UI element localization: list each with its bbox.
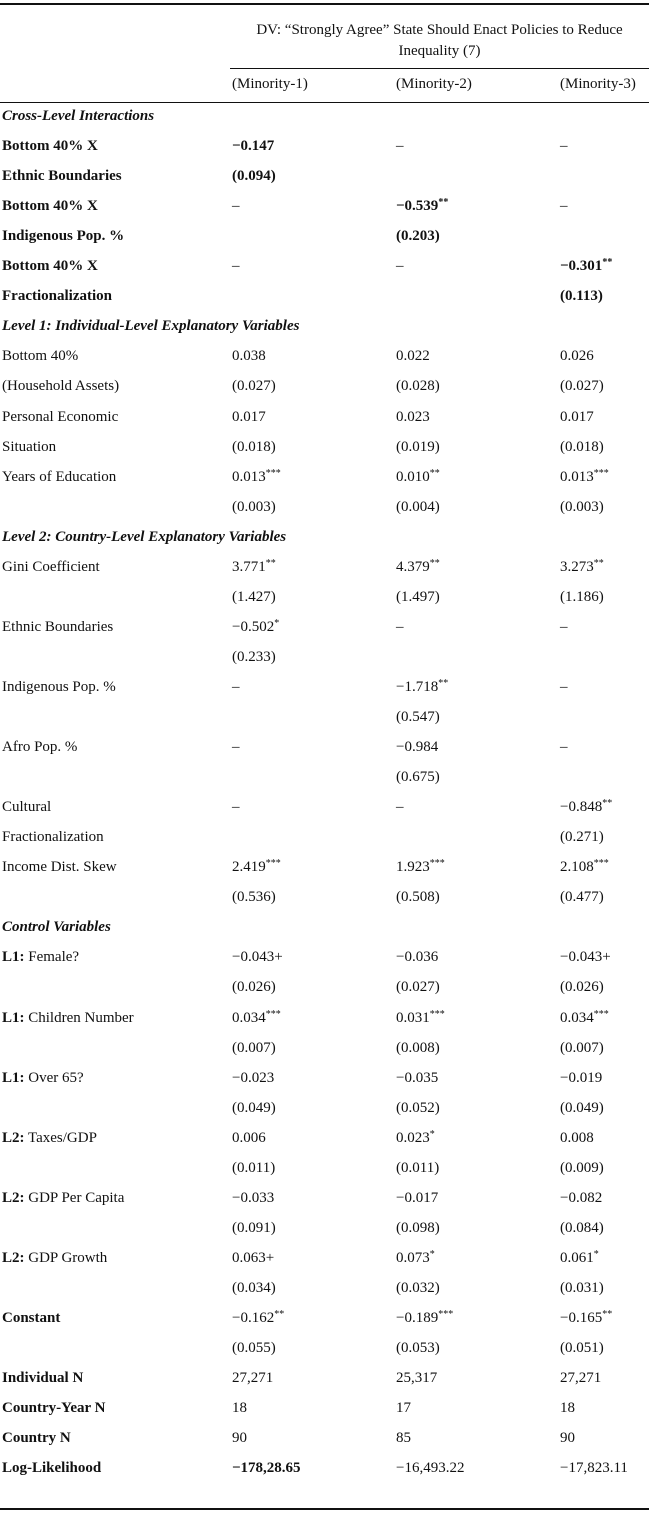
section-header [0,529,649,559]
table-row [0,198,649,228]
dv-underline [230,68,649,69]
row-label: Bottom 40% X [2,258,98,275]
cell-minority-1: (0.011) [232,1159,276,1176]
table-row [0,1310,649,1340]
cell-minority-3: (0.113) [560,288,603,305]
table-row [0,258,649,288]
cell-minority-3: 0.061* [560,1248,599,1266]
cell-minority-3: −0.019 [560,1069,603,1086]
section-title: Control Variables [2,919,111,936]
cell-minority-3: −0.301** [560,257,613,275]
table-row [0,859,649,889]
cell-minority-2: (0.508) [396,889,440,906]
cell-minority-3: 0.017 [560,408,594,425]
cell-minority-2: 1.923*** [396,858,445,876]
cell-minority-1: (0.026) [232,979,276,996]
table-row [0,1250,649,1280]
column-header-minority-2: (Minority-2) [396,76,472,92]
cell-minority-3: 3.273** [560,557,604,575]
row-label: L1: Over 65? [2,1069,84,1086]
cell-minority-2: −0.539** [396,197,449,215]
cell-minority-2: (0.053) [396,1340,440,1357]
level-prefix: L1: [2,1069,25,1086]
table-row [0,1160,649,1190]
table-row [0,649,649,679]
table-row [0,1100,649,1130]
row-label: Personal Economic [2,408,119,425]
cell-minority-3: (0.031) [560,1279,604,1296]
cell-minority-1: – [232,678,240,695]
cell-minority-1: (0.007) [232,1039,276,1056]
cell-minority-1: – [232,799,240,816]
cell-minority-1: 90 [232,1430,247,1447]
section-header [0,318,649,348]
cell-minority-3: (0.007) [560,1039,604,1056]
cell-minority-1: (0.018) [232,438,276,455]
row-label: Country N [2,1430,71,1447]
table-row [0,439,649,469]
cell-minority-3: 0.013*** [560,467,609,485]
table-row [0,1430,649,1460]
cell-minority-3: – [560,618,568,635]
table-row [0,1340,649,1370]
row-label: L1: Children Number [2,1009,134,1026]
cell-minority-1: (0.034) [232,1279,276,1296]
row-label: L1: Female? [2,949,80,966]
section-header [0,919,649,949]
cell-minority-3: (0.027) [560,378,604,395]
cell-minority-2: 0.031*** [396,1008,445,1026]
table-row [0,1070,649,1100]
table-row [0,889,649,919]
cell-minority-1: 0.038 [232,348,266,365]
cell-minority-2: (0.547) [396,709,440,725]
section-title: Level 2: Country-Level Explanatory Variables [2,528,287,545]
top-rule [0,3,649,5]
table-row [0,288,649,318]
cell-minority-1: 3.771** [232,557,276,575]
row-label: Bottom 40% X [2,198,98,215]
table-row [0,1130,649,1160]
cell-minority-3: (0.049) [560,1099,604,1116]
cell-minority-2: (0.004) [396,498,440,515]
cell-minority-2: – [396,618,404,635]
row-label: (Household Assets) [2,378,120,395]
cell-minority-2: −0.035 [396,1069,439,1086]
cell-minority-3: (0.271) [560,829,604,846]
cell-minority-2: (0.028) [396,378,440,395]
cell-minority-3: 0.034*** [560,1008,609,1026]
row-label: Fractionalization [2,288,112,305]
cell-minority-2: – [396,138,404,155]
cell-minority-3: – [560,138,568,155]
row-label: Ethnic Boundaries [2,168,122,185]
section-title: Cross-Level Interactions [2,108,155,124]
table-row [0,619,649,649]
cell-minority-3: −0.043+ [560,949,611,966]
table-row [0,739,649,769]
cell-minority-2: (0.019) [396,438,440,455]
table-row [0,559,649,589]
row-label: Country-Year N [2,1400,106,1417]
row-label: Indigenous Pop. % [2,228,125,245]
cell-minority-3: (0.009) [560,1159,604,1176]
cell-minority-2: – [396,258,404,275]
cell-minority-3: −0.082 [560,1189,603,1206]
row-label: Bottom 40% X [2,138,98,155]
table-row [0,378,649,408]
row-label: Constant [2,1310,61,1326]
cell-minority-2: −0.017 [396,1189,439,1206]
dv-title: DV: “Strongly Agree” State Should Enact Policies to Reduce Inequality (7) [256,22,623,59]
cell-minority-2: −1.718** [396,677,449,695]
cell-minority-2: (0.098) [396,1219,440,1236]
cell-minority-1: 27,271 [232,1370,274,1387]
cell-minority-3: −17,823.11 [560,1460,628,1477]
cell-minority-2: 25,317 [396,1370,438,1387]
table-row [0,228,649,258]
cell-minority-3: (0.026) [560,979,604,996]
cell-minority-2: −0.036 [396,949,439,966]
table-row [0,168,649,198]
cell-minority-1: 18 [232,1400,247,1417]
cell-minority-2: (0.203) [396,228,440,245]
table-row [0,1010,649,1040]
cell-minority-1: −0.023 [232,1069,275,1086]
row-label: Fractionalization [2,829,104,846]
column-header-minority-3: (Minority-3) [560,76,636,92]
cell-minority-2: (0.032) [396,1279,440,1296]
cell-minority-3: (0.084) [560,1219,604,1236]
cell-minority-3: 0.026 [560,348,594,365]
level-prefix: L2: [2,1129,25,1146]
row-label: Indigenous Pop. % [2,678,116,695]
cell-minority-1: (0.091) [232,1219,276,1236]
cell-minority-2: 17 [396,1400,411,1417]
table-row [0,1040,649,1070]
cell-minority-3: (1.186) [560,588,604,605]
cell-minority-3: −0.848** [560,798,613,816]
table-row [0,679,649,709]
cell-minority-1: 2.419*** [232,858,281,876]
cell-minority-1: (0.536) [232,889,276,906]
cell-minority-1: 0.013*** [232,467,281,485]
table-row [0,1460,649,1490]
cell-minority-3: – [560,198,568,215]
table-row [0,1220,649,1250]
table-row [0,949,649,979]
row-label: Years of Education [2,468,117,485]
section-title: Level 1: Individual-Level Explanatory Variables [2,318,300,335]
row-label: L2: GDP Per Capita [2,1189,125,1206]
cell-minority-3: −0.165** [560,1309,613,1326]
cell-minority-1: – [232,739,240,756]
cell-minority-3: (0.051) [560,1340,604,1357]
cell-minority-1: (0.049) [232,1099,276,1116]
cell-minority-1: (0.233) [232,648,276,665]
cell-minority-2: −16,493.22 [396,1460,465,1477]
level-prefix: L1: [2,1009,25,1026]
cell-minority-2: (1.497) [396,588,440,605]
cell-minority-2: 0.073* [396,1248,435,1266]
cell-minority-1: −0.502* [232,617,280,635]
cell-minority-1: −178,28.65 [232,1460,301,1477]
cell-minority-2: 0.010** [396,467,440,485]
cell-minority-2: – [396,799,404,816]
table-row [0,589,649,619]
cell-minority-3: (0.003) [560,498,604,515]
bottom-rule [0,1508,649,1510]
cell-minority-2: (0.052) [396,1099,440,1116]
cell-minority-3: – [560,678,568,695]
row-label: Bottom 40% [2,348,79,365]
row-label: Gini Coefficient [2,558,100,575]
cell-minority-1: (0.003) [232,498,276,515]
cell-minority-3: – [560,739,568,756]
section-header [0,108,649,138]
cell-minority-2: 0.022 [396,348,430,365]
cell-minority-1: – [232,198,240,215]
table-row [0,409,649,439]
cell-minority-2: −0.984 [396,739,439,756]
table-row [0,138,649,168]
row-label: Log-Likelihood [2,1460,102,1477]
cell-minority-3: (0.018) [560,438,604,455]
row-label: Situation [2,438,57,455]
cell-minority-2: (0.008) [396,1039,440,1056]
cell-minority-3: 90 [560,1430,575,1447]
cell-minority-3: (0.477) [560,889,604,906]
cell-minority-1: 0.034*** [232,1008,281,1026]
row-label: L2: Taxes/GDP [2,1129,97,1146]
cell-minority-1: – [232,258,240,275]
cell-minority-2: 0.023* [396,1128,435,1146]
row-label: Cultural [2,799,52,816]
table-row [0,1280,649,1310]
row-label: Income Dist. Skew [2,859,117,876]
level-prefix: L1: [2,949,25,966]
cell-minority-2: 0.023 [396,408,430,425]
cell-minority-2: (0.027) [396,979,440,996]
cell-minority-1: −0.043+ [232,949,283,966]
cell-minority-2: 4.379** [396,557,440,575]
cell-minority-3: 18 [560,1400,575,1417]
row-label: Ethnic Boundaries [2,618,114,635]
cell-minority-1: −0.162** [232,1309,285,1326]
cell-minority-1: (0.027) [232,378,276,395]
table-row [0,1370,649,1400]
table-row [0,829,649,859]
cell-minority-3: 27,271 [560,1370,602,1387]
row-label: Individual N [2,1370,84,1387]
cell-minority-1: −0.033 [232,1189,275,1206]
table-row [0,979,649,1009]
cell-minority-3: 0.008 [560,1129,594,1146]
cell-minority-1: 0.017 [232,408,266,425]
cell-minority-2: −0.189*** [396,1309,454,1326]
level-prefix: L2: [2,1189,25,1206]
header-rule [0,102,649,103]
table-row [0,348,649,378]
level-prefix: L2: [2,1249,25,1266]
cell-minority-1: 0.006 [232,1129,266,1146]
table-row [0,1400,649,1430]
column-header-minority-1: (Minority-1) [232,76,308,92]
cell-minority-1: (0.094) [232,168,276,185]
row-label: Afro Pop. % [2,739,78,756]
cell-minority-2: (0.011) [396,1159,440,1176]
cell-minority-2: (0.675) [396,769,440,786]
table-row [0,709,649,739]
cell-minority-1: (0.055) [232,1340,276,1357]
cell-minority-2: 85 [396,1430,411,1447]
table-row [0,1190,649,1220]
cell-minority-1: (1.427) [232,588,276,605]
table-row [0,769,649,799]
table-row [0,799,649,829]
table-row [0,499,649,529]
table-row [0,469,649,499]
cell-minority-3: 2.108*** [560,858,609,876]
cell-minority-1: 0.063+ [232,1249,275,1266]
cell-minority-1: −0.147 [232,138,275,155]
row-label: L2: GDP Growth [2,1249,108,1266]
